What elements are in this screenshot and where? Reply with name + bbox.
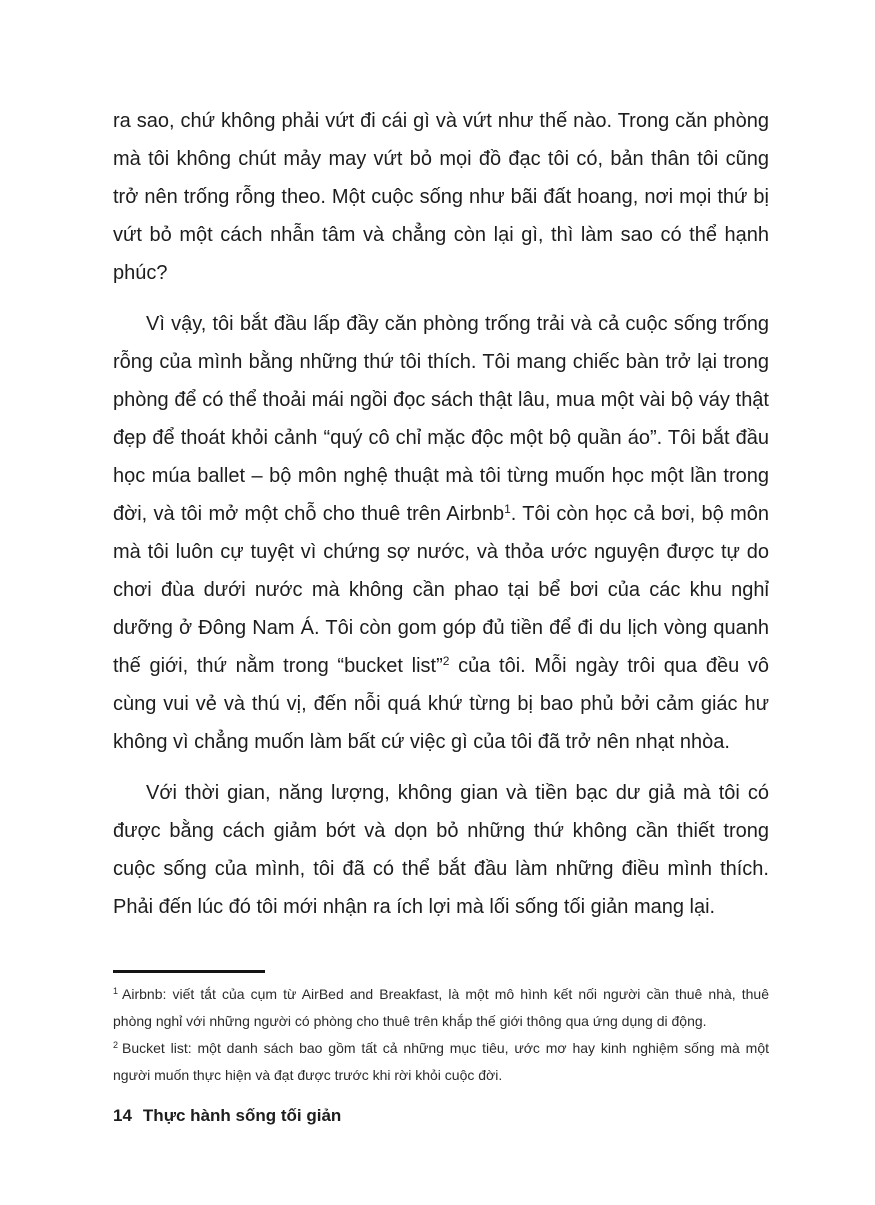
footnote-marker-1: 1	[113, 986, 119, 996]
paragraph-text-segment: Vì vậy, tôi bắt đầu lấp đầy căn phòng trống trải và cả cuộc sống trống rỗng của mình bằng những thứ tôi thích. Tôi mang chiếc bàn trở lại trong phòng để có thể thoải mái ngồi đọc sách thật lâu, mua một vài bộ váy thật đẹp để thoát khỏi cảnh “quý cô chỉ mặc độc một bộ quần áo”. Tôi bắt đầu học múa ballet – bộ môn nghệ thuật mà tôi từng muốn học một lần trong đời, và tôi mở một chỗ cho thuê trên Airbnb	[113, 313, 769, 525]
footnote-text: Bucket list: một danh sách bao gồm tất cả những mục tiêu, ước mơ hay kinh nghiệm sống mà một người muốn thực hiện và đạt được trước khi rời khỏi cuộc đời.	[113, 1040, 769, 1083]
footnote-ref-2: 2	[442, 654, 450, 668]
paragraph-text-segment: . Tôi còn học cả bơi, bộ môn mà tôi luôn cự tuyệt vì chứng sợ nước, và thỏa ước nguyện được tự do chơi đùa dưới nước mà không cần phao tại bể bơi của các khu nghỉ dưỡng ở Đông Nam Á. Tôi còn gom góp đủ tiền để đi du lịch vòng quanh thế giới, thứ nằm trong “bucket list”	[113, 503, 769, 677]
body-text-block	[113, 102, 769, 939]
footnote-marker-2: 2	[113, 1040, 119, 1050]
body-paragraph-1	[113, 102, 769, 292]
footnote-ref-1: 1	[504, 502, 511, 516]
book-title: Thực hành sống tối giản	[142, 1106, 342, 1125]
paragraph-text-segment: Với thời gian, năng lượng, không gian và tiền bạc dư giả mà tôi có được bằng cách giảm bớt và dọn bỏ những thứ không cần thiết trong cuộc sống của mình, tôi đã có thể bắt đầu làm những điều mình thích. Phải đến lúc đó tôi mới nhận ra ích lợi mà lối sống tối giản mang lại.	[113, 782, 769, 918]
page-number: 14	[113, 1106, 132, 1125]
page-footer	[113, 1105, 341, 1127]
paragraph-text-segment: ra sao, chứ không phải vứt đi cái gì và vứt như thế nào. Trong căn phòng mà tôi không chút mảy may vứt bỏ mọi đồ đạc tôi có, bản thân tôi cũng trở nên trống rỗng theo. Một cuộc sống như bãi đất hoang, nơi mọi thứ bị vứt bỏ một cách nhẫn tâm và chẳng còn lại gì, thì làm sao có thể hạnh phúc?	[113, 110, 769, 284]
paragraph-text-segment: của tôi. Mỗi ngày trôi qua đều vô cùng vui vẻ và thú vị, đến nỗi quá khứ từng bị bao phủ bởi cảm giác hư không vì chẳng muốn làm bất cứ việc gì của tôi đã trở nên nhạt nhòa.	[113, 655, 769, 753]
footnote-2	[113, 1035, 769, 1089]
footnotes-section	[113, 970, 769, 1089]
footnote-text: Airbnb: viết tắt của cụm từ AirBed and Breakfast, là một mô hình kết nối người cần thuê nhà, thuê phòng nghỉ với những người có phòng cho thuê trên khắp thế giới thông qua ứng dụng di động.	[113, 986, 769, 1029]
footnote-separator-rule	[113, 970, 265, 973]
footnote-1	[113, 981, 769, 1035]
body-paragraph-2	[113, 305, 769, 761]
body-paragraph-3	[113, 774, 769, 926]
